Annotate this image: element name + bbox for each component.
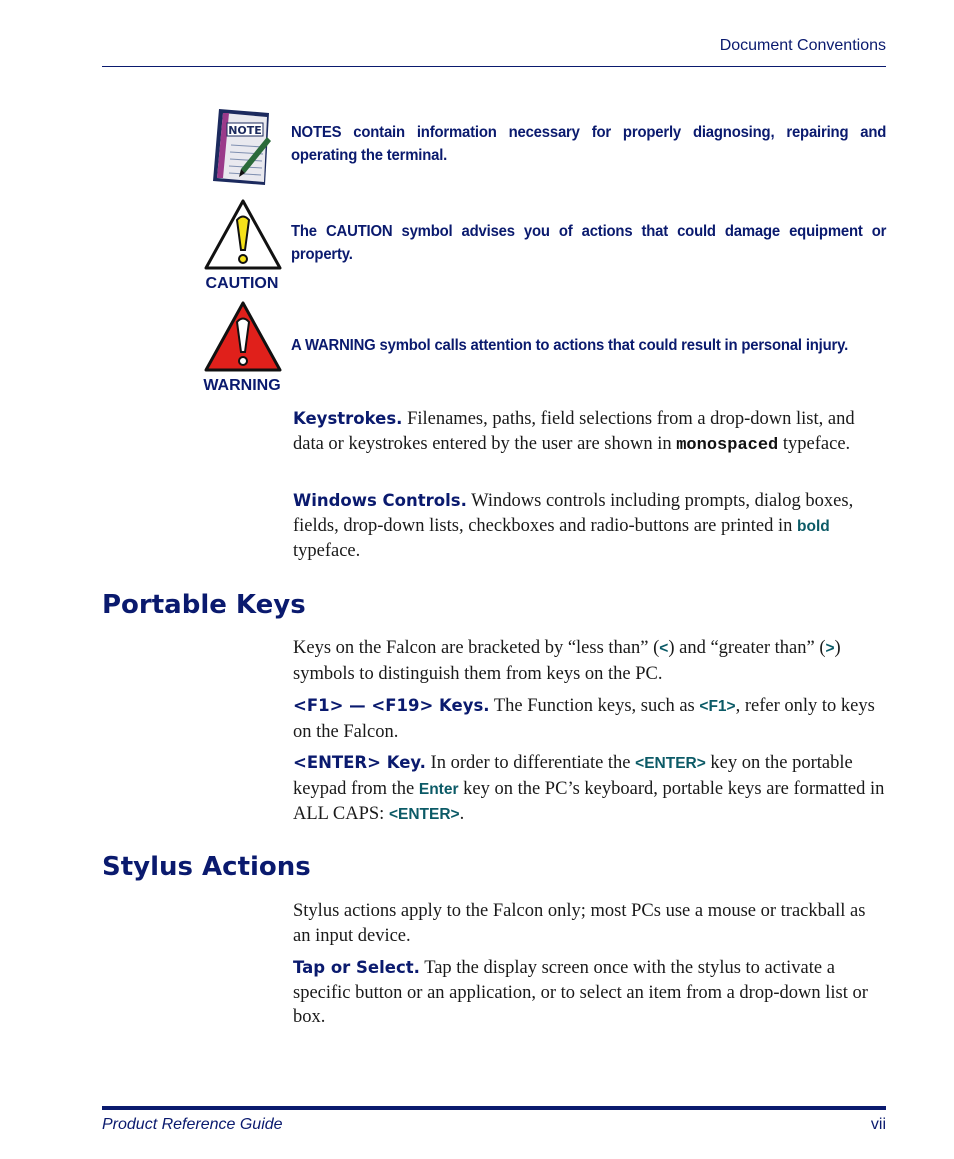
intro-text-2: ) and “greater than” ( <box>668 638 826 658</box>
keystrokes-lead: Keystrokes. <box>293 409 403 428</box>
stylus-actions-heading: Stylus Actions <box>102 852 311 882</box>
enter-key-tag-1: <ENTER> <box>635 755 706 772</box>
keystrokes-paragraph <box>293 407 886 458</box>
tap-select-text: Tap the display screen once with the stylus to activate a specific button or an application, or to select an item from a drop-down list or box. <box>293 958 868 1027</box>
function-keys-lead: <F1> — <F19> Keys. <box>293 696 490 715</box>
footer-title: Product Reference Guide <box>102 1116 283 1133</box>
footer-rule <box>102 1106 886 1110</box>
bold-sample: bold <box>797 517 830 535</box>
stylus-intro: Stylus actions apply to the Falcon only; most PCs use a mouse or trackball as an input device. <box>293 901 866 946</box>
windows-controls-text-end: typeface. <box>293 541 361 561</box>
portable-keys-intro <box>293 636 886 686</box>
tap-select-paragraph <box>293 956 886 1030</box>
windows-controls-text: Windows controls including prompts, dialog boxes, fields, drop-down lists, checkboxes and radio-buttons are printed in <box>293 491 854 536</box>
portable-keys-heading: Portable Keys <box>102 590 306 620</box>
function-keys-paragraph <box>293 694 886 744</box>
note-icon-text: NOTE <box>228 124 262 137</box>
enter-key-text-2: key on the portable keypad from the <box>293 753 853 799</box>
header-rule <box>102 66 886 67</box>
enter-key-lead: <ENTER> Key. <box>293 753 426 772</box>
warning-triangle-icon <box>203 300 283 374</box>
enter-key-text-4: . <box>459 804 465 824</box>
greater-than-symbol: > <box>825 640 835 657</box>
pc-enter-key-tag: Enter <box>418 780 459 798</box>
enter-key-text-3: key on the PC’s keyboard, portable keys are formatted in ALL CAPS: <box>293 778 885 824</box>
warning-label: WARNING <box>203 377 281 394</box>
keystrokes-text: Filenames, paths, field selections from a drop-down list, and data or keystrokes entered by the user are shown in <box>293 409 855 454</box>
intro-text-3: ) symbols to distinguish them from keys on the PC. <box>293 638 841 684</box>
enter-key-paragraph <box>293 751 886 828</box>
note-pad-icon <box>209 107 273 187</box>
caution-text: The CAUTION symbol advises you of actions that could damage equipment or property. <box>291 223 887 263</box>
note-text: NOTES contain information necessary for properly diagnosing, repairing and operating the terminal. <box>291 124 887 164</box>
keystrokes-text-end: typeface. <box>778 433 851 454</box>
less-than-symbol: < <box>659 640 669 657</box>
function-keys-text-2: , refer only to keys on the Falcon. <box>293 696 875 742</box>
running-header: Document Conventions <box>719 37 886 54</box>
tap-select-lead: Tap or Select. <box>293 958 420 977</box>
caution-triangle-icon <box>203 198 283 272</box>
function-keys-text-1: The Function keys, such as <box>489 696 700 716</box>
windows-controls-paragraph <box>293 489 886 564</box>
f1-key-tag: <F1> <box>699 698 736 715</box>
enter-key-text-1: In order to differentiate the <box>425 753 636 773</box>
page-number: vii <box>870 1116 886 1133</box>
intro-text-1: Keys on the Falcon are bracketed by “less than” ( <box>293 638 660 658</box>
enter-key-tag-2: <ENTER> <box>388 806 460 823</box>
warning-text: A WARNING symbol calls attention to actions that could result in personal injury. <box>291 337 849 354</box>
windows-controls-lead: Windows Controls. <box>293 491 467 510</box>
caution-label: CAUTION <box>205 275 279 292</box>
monospaced-sample: monospaced <box>676 435 779 455</box>
